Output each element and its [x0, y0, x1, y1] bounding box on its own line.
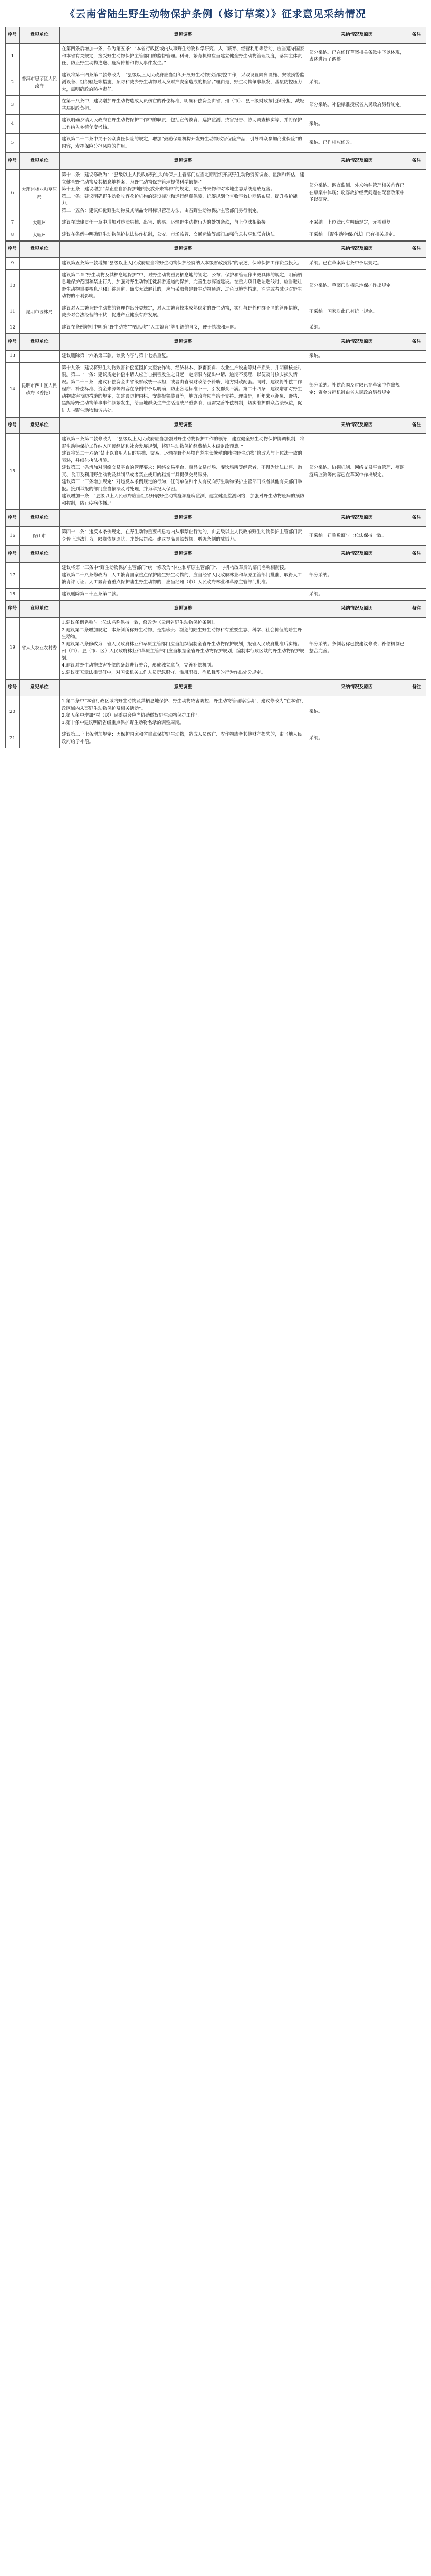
header-response: 采纳情况及原因: [307, 546, 407, 563]
row-response: 不采纳。《野生动物保护法》已有相关规定。: [307, 229, 407, 241]
opinion-table: [5, 546, 426, 601]
row-note: [407, 729, 426, 748]
table-header-row: [6, 418, 426, 434]
table-row: [6, 44, 426, 70]
row-opinion: 建议删除第三十五条第二款。: [60, 588, 307, 601]
row-unit: [20, 269, 60, 303]
row-opinion: 第四十二条：违反本条例规定，在野生动物重要栖息地内从事禁止行为的，由县级以上人民政府野生动物保护主管部门责令停止违法行为，限期恢复原状，并处以罚款。建议提高罚款数额，增强条例的威慑力。: [60, 527, 307, 546]
opinion-table: [5, 334, 426, 417]
row-unit: 昆明市西山区人民政府（委托）: [20, 362, 60, 417]
row-seq: 9: [6, 258, 20, 270]
row-unit: [20, 729, 60, 748]
row-seq: 16: [6, 527, 20, 546]
header-note: 备注: [407, 510, 426, 527]
row-opinion: 在第四条后增加一条，作为第五条：“本省行政区域内从事野生动物科学研究、人工繁育、经营利用等活动，应当遵守国家和本省有关规定，接受野生动物保护主管部门的监督管理。科研、繁育机构应当建立健全野生动物管理制度，落实主体责任，防止野生动物逃逸、疫病传播和伤人事件发生。”: [60, 44, 307, 70]
header-seq: 序号: [6, 510, 20, 527]
table-row: [6, 729, 426, 748]
row-opinion: 建议明确乡镇人民政府在野生动物保护工作中的职责，包括宣传教育、巡护监测、致害报告、协助调查核实等，并将保护工作纳入乡镇年度考核。: [60, 115, 307, 134]
table-header-row: [6, 601, 426, 618]
header-unit: 意见单位: [20, 510, 60, 527]
header-opinion: 意见调整: [60, 680, 307, 696]
table-row: [6, 269, 426, 303]
row-note: [407, 527, 426, 546]
row-response: 采纳。: [307, 588, 407, 601]
header-unit: 意见单位: [20, 334, 60, 351]
row-response: 部分采纳。补偿范围及时限已在草案中作出规定；资金分担机制由省人民政府另行规定。: [307, 362, 407, 417]
row-response: 部分采纳。已在修订草案相关条款中予以体现，表述进行了调整。: [307, 44, 407, 70]
row-opinion: 建议第五条第一款增加“县级以上人民政府应当将野生动物保护经费纳入本级财政预算”的表述，保障保护工作资金投入。: [60, 258, 307, 270]
row-unit: [20, 96, 60, 115]
row-note: [407, 322, 426, 334]
row-unit: [20, 115, 60, 134]
row-unit: [20, 588, 60, 601]
table-row: [6, 217, 426, 229]
row-note: [407, 563, 426, 589]
row-response: 部分采纳。调查监测、外来物种管理相关内容已在草案中体现；收容救护经费问题在配套政策中予以研究。: [307, 170, 407, 217]
page-title: 《云南省陆生野生动物保护条例（修订草案）》征求意见采纳情况: [65, 8, 366, 20]
header-unit: 意见单位: [20, 418, 60, 434]
header-opinion: 意见调整: [60, 418, 307, 434]
header-seq: 序号: [6, 546, 20, 563]
row-response: 不采纳。国家对此已有统一规定。: [307, 303, 407, 322]
header-opinion: 意见调整: [60, 27, 307, 44]
row-response: 采纳。: [307, 351, 407, 363]
table-row: [6, 362, 426, 417]
row-note: [407, 269, 426, 303]
row-seq: 4: [6, 115, 20, 134]
opinion-table: [5, 27, 426, 153]
opinion-table: [5, 241, 426, 334]
row-seq: 12: [6, 322, 20, 334]
table-row: [6, 70, 426, 96]
row-note: [407, 134, 426, 153]
row-seq: 13: [6, 351, 20, 363]
row-response: 部分采纳。: [307, 563, 407, 589]
table-row: [6, 696, 426, 729]
row-response: 采纳。: [307, 70, 407, 96]
table-header-row: [6, 680, 426, 696]
header-note: 备注: [407, 680, 426, 696]
row-unit: 昆明市园林局: [20, 303, 60, 322]
header-unit: 意见单位: [20, 546, 60, 563]
row-opinion: 第十二条：建议修改为：“县级以上人民政府野生动物保护主管部门应当定期组织开展野生动物资源调查、监测和评估，建立健全野生动物及其栖息地档案，为野生动物保护管理提供科学依据。” 第十五条：建议增加“禁止在自然保护地内投放外来物种”的规定，防止外来物种对本地生态系统造成危害。 第二十条：建议明确野生动物收容救护机构的建设标准和运行经费保障，统筹规划全省收容救护网络布局，提升救护能力。 第二十五条：建议细化野生动物及其制品专用标识管理办法，由省野生动物保护主管部门另行制定。: [60, 170, 307, 217]
header-note: 备注: [407, 27, 426, 44]
row-seq: 3: [6, 96, 20, 115]
table-header-row: [6, 153, 426, 170]
header-opinion: 意见调整: [60, 153, 307, 170]
header-opinion: 意见调整: [60, 242, 307, 258]
opinion-table: [5, 417, 426, 510]
row-response: 采纳。: [307, 115, 407, 134]
row-unit: [20, 563, 60, 589]
header-response: 采纳情况及原因: [307, 601, 407, 618]
table-header-row: [6, 242, 426, 258]
header-note: 备注: [407, 418, 426, 434]
row-opinion: 建议在条例附则中明确“野生动物”“栖息地”“人工繁育”等用语的含义，便于执法和理解。: [60, 322, 307, 334]
row-unit: 普洱市思茅区人民政府: [20, 70, 60, 96]
row-unit: 大理州林业和草原局: [20, 170, 60, 217]
row-response: 采纳。: [307, 696, 407, 729]
opinion-tables: [0, 27, 431, 748]
row-opinion: 1.建议条例名称与上位法名称保持一致，修改为《云南省野生动物保护条例》。 2.建议第二条增加规定：本条例所称野生动物，是指珍贵、濒危的陆生野生动物和有重要生态、科学、社会价值的陆生野生动物。 3.建议第八条修改为：省人民政府林业和草原主管部门应当组织编制全省野生动物保护规划，报省人民政府批准后实施。州（市）、县（市、区）人民政府林业和草原主管部门应当根据全省野生动物保护规划，编制本行政区域的野生动物保护规划。 4.建议对野生动物致害补偿的条款进行整合，形成独立章节，完善补偿机制。 5.建议第五章法律责任中，对国家机关工作人员玩忽职守、滥用职权、徇私舞弊的行为作出处分规定。: [60, 618, 307, 679]
row-unit: [20, 258, 60, 270]
row-response: 采纳。已在草案第七条中予以规定。: [307, 258, 407, 270]
header-note: 备注: [407, 153, 426, 170]
header-opinion: 意见调整: [60, 546, 307, 563]
row-note: [407, 70, 426, 96]
row-response: 部分采纳。条例名称已按建议修改；补偿机制已整合完善。: [307, 618, 407, 679]
opinion-table: [5, 510, 426, 546]
table-header-row: [6, 510, 426, 527]
row-response: 采纳。: [307, 729, 407, 748]
table-row: [6, 303, 426, 322]
row-unit: 省人大农业农村委: [20, 618, 60, 679]
row-response: 不采纳。罚款数额与上位法保持一致。: [307, 527, 407, 546]
header-opinion: 意见调整: [60, 334, 307, 351]
row-seq: 20: [6, 696, 20, 729]
row-response: 采纳。: [307, 322, 407, 334]
row-unit: [20, 134, 60, 153]
row-seq: 19: [6, 618, 20, 679]
row-unit: [20, 322, 60, 334]
row-note: [407, 351, 426, 363]
row-seq: 15: [6, 434, 20, 510]
header-unit: 意见单位: [20, 242, 60, 258]
table-header-row: [6, 546, 426, 563]
row-note: [407, 696, 426, 729]
header-response: 采纳情况及原因: [307, 27, 407, 44]
header-opinion: 意见调整: [60, 601, 307, 618]
table-row: [6, 434, 426, 510]
row-note: [407, 303, 426, 322]
row-note: [407, 588, 426, 601]
opinion-table: [5, 679, 426, 748]
row-note: [407, 44, 426, 70]
row-note: [407, 362, 426, 417]
header-seq: 序号: [6, 27, 20, 44]
row-note: [407, 115, 426, 134]
row-opinion: 建议对人工繁育野生动物的管理作出分类规定，对人工繁育技术成熟稳定的野生动物，实行与野外种群不同的管理措施，减少对合法经营的干扰，促进产业健康有序发展。: [60, 303, 307, 322]
row-note: [407, 170, 426, 217]
row-seq: 14: [6, 362, 20, 417]
row-opinion: 建议第二十二条中关于公众责任保险的规定，增加“鼓励保险机构开发野生动物致害保险产品，引导群众参加商业保险”的内容，发挥保险分担风险的作用。: [60, 134, 307, 153]
table-row: [6, 170, 426, 217]
header-seq: 序号: [6, 418, 20, 434]
row-opinion: 建议第二章“野生动物及其栖息地保护”中，对野生动物重要栖息地的划定、公布、保护和管理作出更具体的规定，明确栖息地保护范围和禁止行为，加强对野生动物迁徙洄游通道的保护，完善生态廊道建设。在重大项目选址选线时，应当避让野生动物重要栖息地和迁徙通道，确实无法避让的，应当采取修建野生动物通道、过鱼设施等措施，消除或者减少对野生动物的不利影响。: [60, 269, 307, 303]
row-opinion: 建议第三条第二款修改为：“县级以上人民政府应当加强对野生动物保护工作的领导，建立健全野生动物保护协调机制，将野生动物保护工作纳入国民经济和社会发展规划，将野生动物保护经费纳入本级财政预算。” 建议将第二十六条“禁止以食用为目的猎捕、交易、运输在野外环境自然生长繁殖的陆生野生动物”修改为与上位法一致的表述，并细化执法措施。 建议第三十条增加对网络交易平台的管理要求：网络交易平台、商品交易市场、餐饮场所等经营者，不得为违法出售、购买、食用及利用野生动物及其制品或者禁止使用的猎捕工具提供交易服务。 建议第三十三条增加规定：对违反本条例规定的行为，任何单位和个人有权向野生动物保护主管部门或者其他有关部门举报。接到举报的部门应当依法及时处理，并为举报人保密。 建议增加一条：“县级以上人民政府应当组织开展野生动物疫源疫病监测，建立健全监测网络，加强对野生动物疫病的预防和控制，防止疫病传播。”: [60, 434, 307, 510]
row-seq: 11: [6, 303, 20, 322]
row-seq: 18: [6, 588, 20, 601]
header-response: 采纳情况及原因: [307, 334, 407, 351]
table-row: [6, 588, 426, 601]
header-seq: 序号: [6, 153, 20, 170]
page: [0, 0, 431, 748]
header-response: 采纳情况及原因: [307, 510, 407, 527]
row-opinion: 建议第三十七条增加规定：因保护国家和省重点保护野生动物，造成人员伤亡、农作物或者其他财产损失的，由当地人民政府给予补偿。: [60, 729, 307, 748]
row-seq: 21: [6, 729, 20, 748]
row-unit: [20, 434, 60, 510]
row-seq: 2: [6, 70, 20, 96]
row-opinion: 建议删除第十六条第三款，该款内容与第十七条重复。: [60, 351, 307, 363]
table-header-row: [6, 334, 426, 351]
table-row: [6, 563, 426, 589]
header-note: 备注: [407, 601, 426, 618]
row-unit: [20, 44, 60, 70]
row-seq: 6: [6, 170, 20, 217]
row-note: [407, 229, 426, 241]
row-seq: 7: [6, 217, 20, 229]
opinion-table: [5, 153, 426, 241]
table-row: [6, 618, 426, 679]
row-seq: 1: [6, 44, 20, 70]
table-row: [6, 115, 426, 134]
header-opinion: 意见调整: [60, 510, 307, 527]
table-row: [6, 258, 426, 270]
header-response: 采纳情况及原因: [307, 680, 407, 696]
header-note: 备注: [407, 334, 426, 351]
row-unit: [20, 351, 60, 363]
row-note: [407, 434, 426, 510]
row-note: [407, 217, 426, 229]
row-unit: [20, 696, 60, 729]
row-response: 不采纳。上位法已有明确规定，无需重复。: [307, 217, 407, 229]
row-opinion: 建议将第十四条第二款修改为：“县级以上人民政府应当组织开展野生动物致害防控工作，采取设置隔离设施、安装预警监测设备、组织驱赶等措施，预防和减少野生动物对人身财产安全造成的损害。”理由是，野生动物肇事频发，基层防控压力大，需明确政府防控责任。: [60, 70, 307, 96]
row-note: [407, 258, 426, 270]
table-row: [6, 134, 426, 153]
row-seq: 8: [6, 229, 20, 241]
header-response: 采纳情况及原因: [307, 418, 407, 434]
header-seq: 序号: [6, 680, 20, 696]
opinion-table: [5, 601, 426, 679]
header-response: 采纳情况及原因: [307, 242, 407, 258]
row-opinion: 建议在条例中明确野生动物保护执法协作机制，公安、市场监管、交通运输等部门加强信息共享和联合执法。: [60, 229, 307, 241]
header-unit: 意见单位: [20, 153, 60, 170]
row-note: [407, 96, 426, 115]
table-row: [6, 527, 426, 546]
row-opinion: 建议将第十三条中“野生动物保护主管部门”统一修改为“林业和草原主管部门”，与机构改革后的部门名称相衔接。 建议第二十八条修改为：人工繁育国家重点保护陆生野生动物的，应当经省人民政府林业和草原主管部门批准，取得人工繁育许可证；人工繁育省重点保护陆生野生动物的，应当经州（市）人民政府林业和草原主管部门批准。: [60, 563, 307, 589]
row-response: 部分采纳。协调机制、网络交易平台管理、疫源疫病监测等内容已在草案中作出规定。: [307, 434, 407, 510]
row-seq: 10: [6, 269, 20, 303]
row-opinion: 1.第二条中“本省行政区域内野生动物及其栖息地保护、野生动物致害防控、野生动物管理等活动”，建议修改为“在本省行政区域内从事野生动物保护及相关活动”。 2.第五条中增加“村（居）民委员会应当协助做好野生动物保护工作”。 3.第十条中建议明确省级重点保护野生动物名录的调整周期。: [60, 696, 307, 729]
header-seq: 序号: [6, 601, 20, 618]
row-opinion: 在第十八条中，建议增加野生动物造成人员伤亡的补偿标准，明确补偿资金由省、州（市）、县三级财政按比例分担，减轻基层财政负担。: [60, 96, 307, 115]
table-row: [6, 229, 426, 241]
row-note: [407, 618, 426, 679]
table-row: [6, 96, 426, 115]
header-note: 备注: [407, 546, 426, 563]
header-unit: 意见单位: [20, 601, 60, 618]
row-seq: 5: [6, 134, 20, 153]
header-note: 备注: [407, 242, 426, 258]
table-row: [6, 322, 426, 334]
row-response: 采纳。已作相应修改。: [307, 134, 407, 153]
header-unit: 意见单位: [20, 27, 60, 44]
row-seq: 17: [6, 563, 20, 589]
row-response: 部分采纳。草案已对栖息地保护作出规定。: [307, 269, 407, 303]
header-seq: 序号: [6, 334, 20, 351]
header-response: 采纳情况及原因: [307, 153, 407, 170]
row-response: 部分采纳。补偿标准授权省人民政府另行制定。: [307, 96, 407, 115]
table-header-row: [6, 27, 426, 44]
row-unit: 保山市: [20, 527, 60, 546]
row-opinion: 第十九条：建议将野生动物致害补偿范围扩大至农作物、经济林木、家畜家禽、农业生产设施等财产损失，并明确核查时限。第二十一条：建议规定补偿申请人应当自损害发生之日起一定期限内提出申请，逾期不受理，以便及时核实损失情况。第二十三条：建议补偿资金由省级财政统一承担，或者由省级财政给予补助，地方财政配套。同时，建议将补偿工作程序、补偿标准、资金来源等内容在条例中予以明确，防止各地标准不一，引发群众不满。第二十四条：建议增加对野生动物致害预防措施的规定，如建设防护围栏、安装报警装置等，地方政府应当给予支持。理由是，近年来亚洲象、野猪、黑熊等野生动物肇事事件频繁发生，给当地群众生产生活造成严重影响，亟需完善补偿机制，切实维护群众合法权益，促进人与野生动物和谐共处。: [60, 362, 307, 417]
table-row: [6, 351, 426, 363]
row-unit: 大理州: [20, 217, 60, 229]
header-seq: 序号: [6, 242, 20, 258]
row-opinion: 建议在法律责任一章中增加对违法猎捕、出售、购买、运输野生动物行为的处罚条款，与上位法相衔接。: [60, 217, 307, 229]
row-unit: 大理州: [20, 229, 60, 241]
header-unit: 意见单位: [20, 680, 60, 696]
